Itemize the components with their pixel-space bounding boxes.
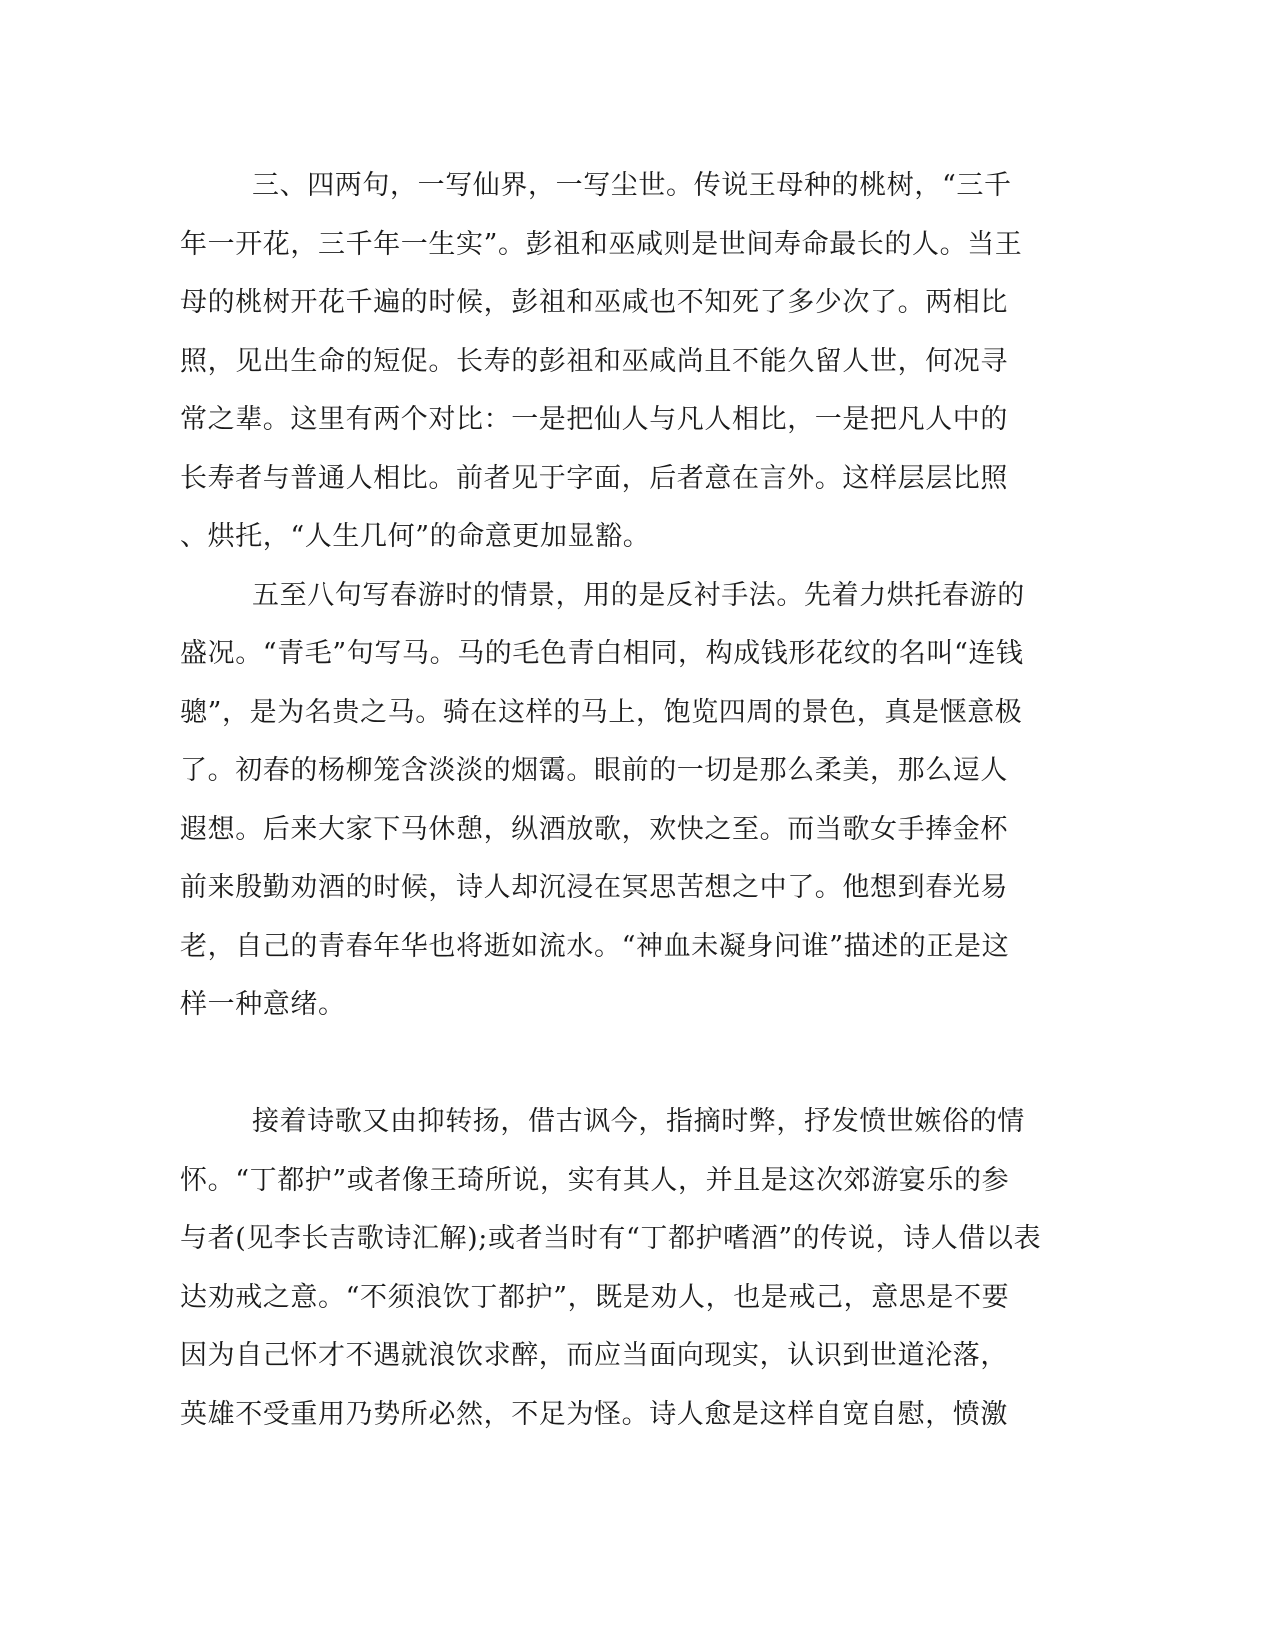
- text-line: 了。初春的杨柳笼含淡淡的烟霭。眼前的一切是那么柔美，那么逗人: [180, 755, 1008, 786]
- text-line: 常之辈。这里有两个对比：一是把仙人与凡人相比，一是把凡人中的: [180, 404, 1008, 435]
- text-line: 年一开花，三千年一生实”。彭祖和巫咸则是世间寿命最长的人。当王: [180, 228, 1023, 260]
- text-line: 前来殷勤劝酒的时候，诗人却沉浸在冥思苦想之中了。他想到春光易: [180, 872, 1008, 903]
- text-line: 五至八句写春游时的情景，用的是反衬手法。先着力烘托春游的: [252, 579, 1025, 611]
- text-line: [180, 1035, 1060, 1094]
- text-line: 怀。“丁都护”或者像王琦所说，实有其人，并且是这次郊游宴乐的参: [180, 1164, 1010, 1196]
- text-line: 接着诗歌又由抑转扬，借古讽今，指摘时弊，抒发愤世嫉俗的情: [252, 1106, 1025, 1137]
- text-line: 老，自己的青春年华也将逝如流水。“神血未凝身问谁”描述的正是这: [180, 930, 1010, 962]
- text-line: 、烘托，“人生几何”的命意更加显豁。: [180, 521, 651, 552]
- text-line: 三、四两句，一写仙界，一写尘世。传说王母种的桃树，“三千: [252, 170, 1012, 201]
- text-line: 盛况。“青毛”句写马。马的毛色青白相同，构成钱形花纹的名叫“连钱: [180, 638, 1024, 669]
- text-line: 样一种意绪。: [180, 989, 346, 1020]
- text-line: 因为自己怀才不遇就浪饮求醉，而应当面向现实，认识到世道沦落，: [180, 1340, 1008, 1371]
- paragraph-2: [180, 567, 1060, 1094]
- text-line: 达劝戒之意。“不须浪饮丁都护”，既是劝人，也是戒己，意思是不要: [180, 1281, 1010, 1313]
- body-text: [180, 157, 1060, 1444]
- text-line: 骢”，是为名贵之马。骑在这样的马上，饱览四周的景色，真是惬意极: [180, 696, 1023, 728]
- text-line: 照，见出生命的短促。长寿的彭祖和巫咸尚且不能久留人世，何况寻: [180, 345, 1008, 377]
- text-line: 与者(见李长吉歌诗汇解);或者当时有“丁都护嗜酒”的传说，诗人借以表: [180, 1223, 1042, 1254]
- text-line: 长寿者与普通人相比。前者见于字面，后者意在言外。这样层层比照: [180, 462, 1008, 494]
- text-line: 母的桃树开花千遍的时候，彭祖和巫咸也不知死了多少次了。两相比: [180, 287, 1008, 318]
- paragraph-1: [180, 157, 1060, 567]
- text-line: 英雄不受重用乃势所必然，不足为怪。诗人愈是这样自宽自慰，愤激: [180, 1398, 1008, 1430]
- text-line: 遐想。后来大家下马休憩，纵酒放歌，欢快之至。而当歌女手捧金杯: [180, 813, 1008, 845]
- paragraph-3: [180, 1093, 1060, 1444]
